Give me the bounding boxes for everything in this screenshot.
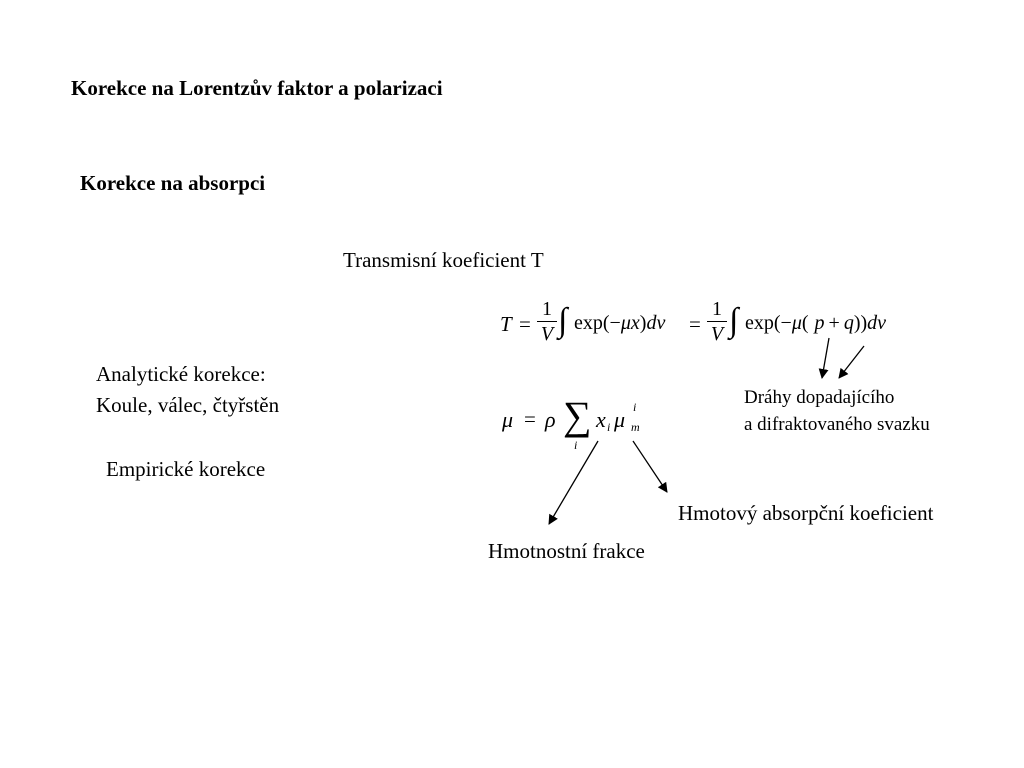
formula-t-exp2-b: ( xyxy=(801,312,809,334)
formula-t-frac2-den: V xyxy=(710,323,724,345)
analytic-corrections xyxy=(96,359,279,421)
formula-t-lhs: T xyxy=(500,312,512,336)
formula-t-q: q xyxy=(843,312,854,334)
formula-mu-eq: = xyxy=(524,407,536,431)
formula-mu-x: x xyxy=(596,407,606,432)
formula-t-exp1-a: exp(− xyxy=(574,312,621,334)
annotation-mass-fraction: Hmotnostní frakce xyxy=(488,539,645,563)
annotation-beam-paths-line1: Dráhy dopadajícího xyxy=(744,387,895,408)
formula-t-p: p xyxy=(814,312,825,334)
formula-t-exp1-x: x xyxy=(630,312,640,334)
formula-t-exp1-mu: μ xyxy=(620,312,631,334)
formula-t-plus: + xyxy=(828,312,840,334)
analytic-corrections-title: Analytické korekce: xyxy=(96,362,266,386)
formula-mu-mu-m-sup: i xyxy=(633,400,637,414)
formula-mu-rho: ρ xyxy=(545,407,556,432)
heading-absorption: Korekce na absorpci xyxy=(80,171,266,195)
formula-mu-mu-m: μ xyxy=(614,407,626,432)
transmission-title: Transmisní koeficient T xyxy=(343,248,544,272)
arrow-mass-fraction xyxy=(549,441,598,524)
formula-t-dv1: dv xyxy=(646,312,666,334)
formula-mu-x-sub: i xyxy=(607,420,611,434)
integral-sign: ∫ xyxy=(729,302,739,339)
formula-t-eq2: = xyxy=(689,312,701,336)
integral-sign: ∫ xyxy=(558,302,568,339)
formula-t-eq1: = xyxy=(519,312,531,336)
formula-mu-lhs: μ xyxy=(502,407,514,432)
formula-mu-sum-index: i xyxy=(574,438,578,452)
sum-sign: ∑ xyxy=(563,393,592,438)
heading-lorentz: Korekce na Lorentzův faktor a polarizaci xyxy=(71,76,443,100)
formula-t-frac1-num: 1 xyxy=(542,298,552,320)
formula-t-exp2-a: exp(− xyxy=(745,312,792,334)
analytic-corrections-shapes: Koule, válec, čtyřstěn xyxy=(96,393,280,417)
arrow-path-q xyxy=(839,346,864,378)
annotation-beam-paths-line2: a difraktovaného svazku xyxy=(744,414,930,435)
arrow-mass-coefficient xyxy=(633,441,667,492)
arrow-path-p xyxy=(822,338,829,378)
formula-t-frac2-num: 1 xyxy=(712,298,722,320)
empirical-corrections: Empirické korekce xyxy=(106,457,266,481)
formula-t-exp1-b: ) xyxy=(639,312,647,334)
formula-t-exp2-mu: μ xyxy=(791,312,802,334)
formula-t-frac1-den: V xyxy=(540,323,554,345)
formula-t-exp2-c: )) xyxy=(853,312,868,334)
formula-t-dv2: dv xyxy=(867,312,887,334)
formula-mu-mu-m-sub: m xyxy=(631,420,640,434)
annotation-mass-coefficient: Hmotový absorpční koeficient xyxy=(678,501,934,525)
annotation-beam-paths xyxy=(744,384,930,438)
